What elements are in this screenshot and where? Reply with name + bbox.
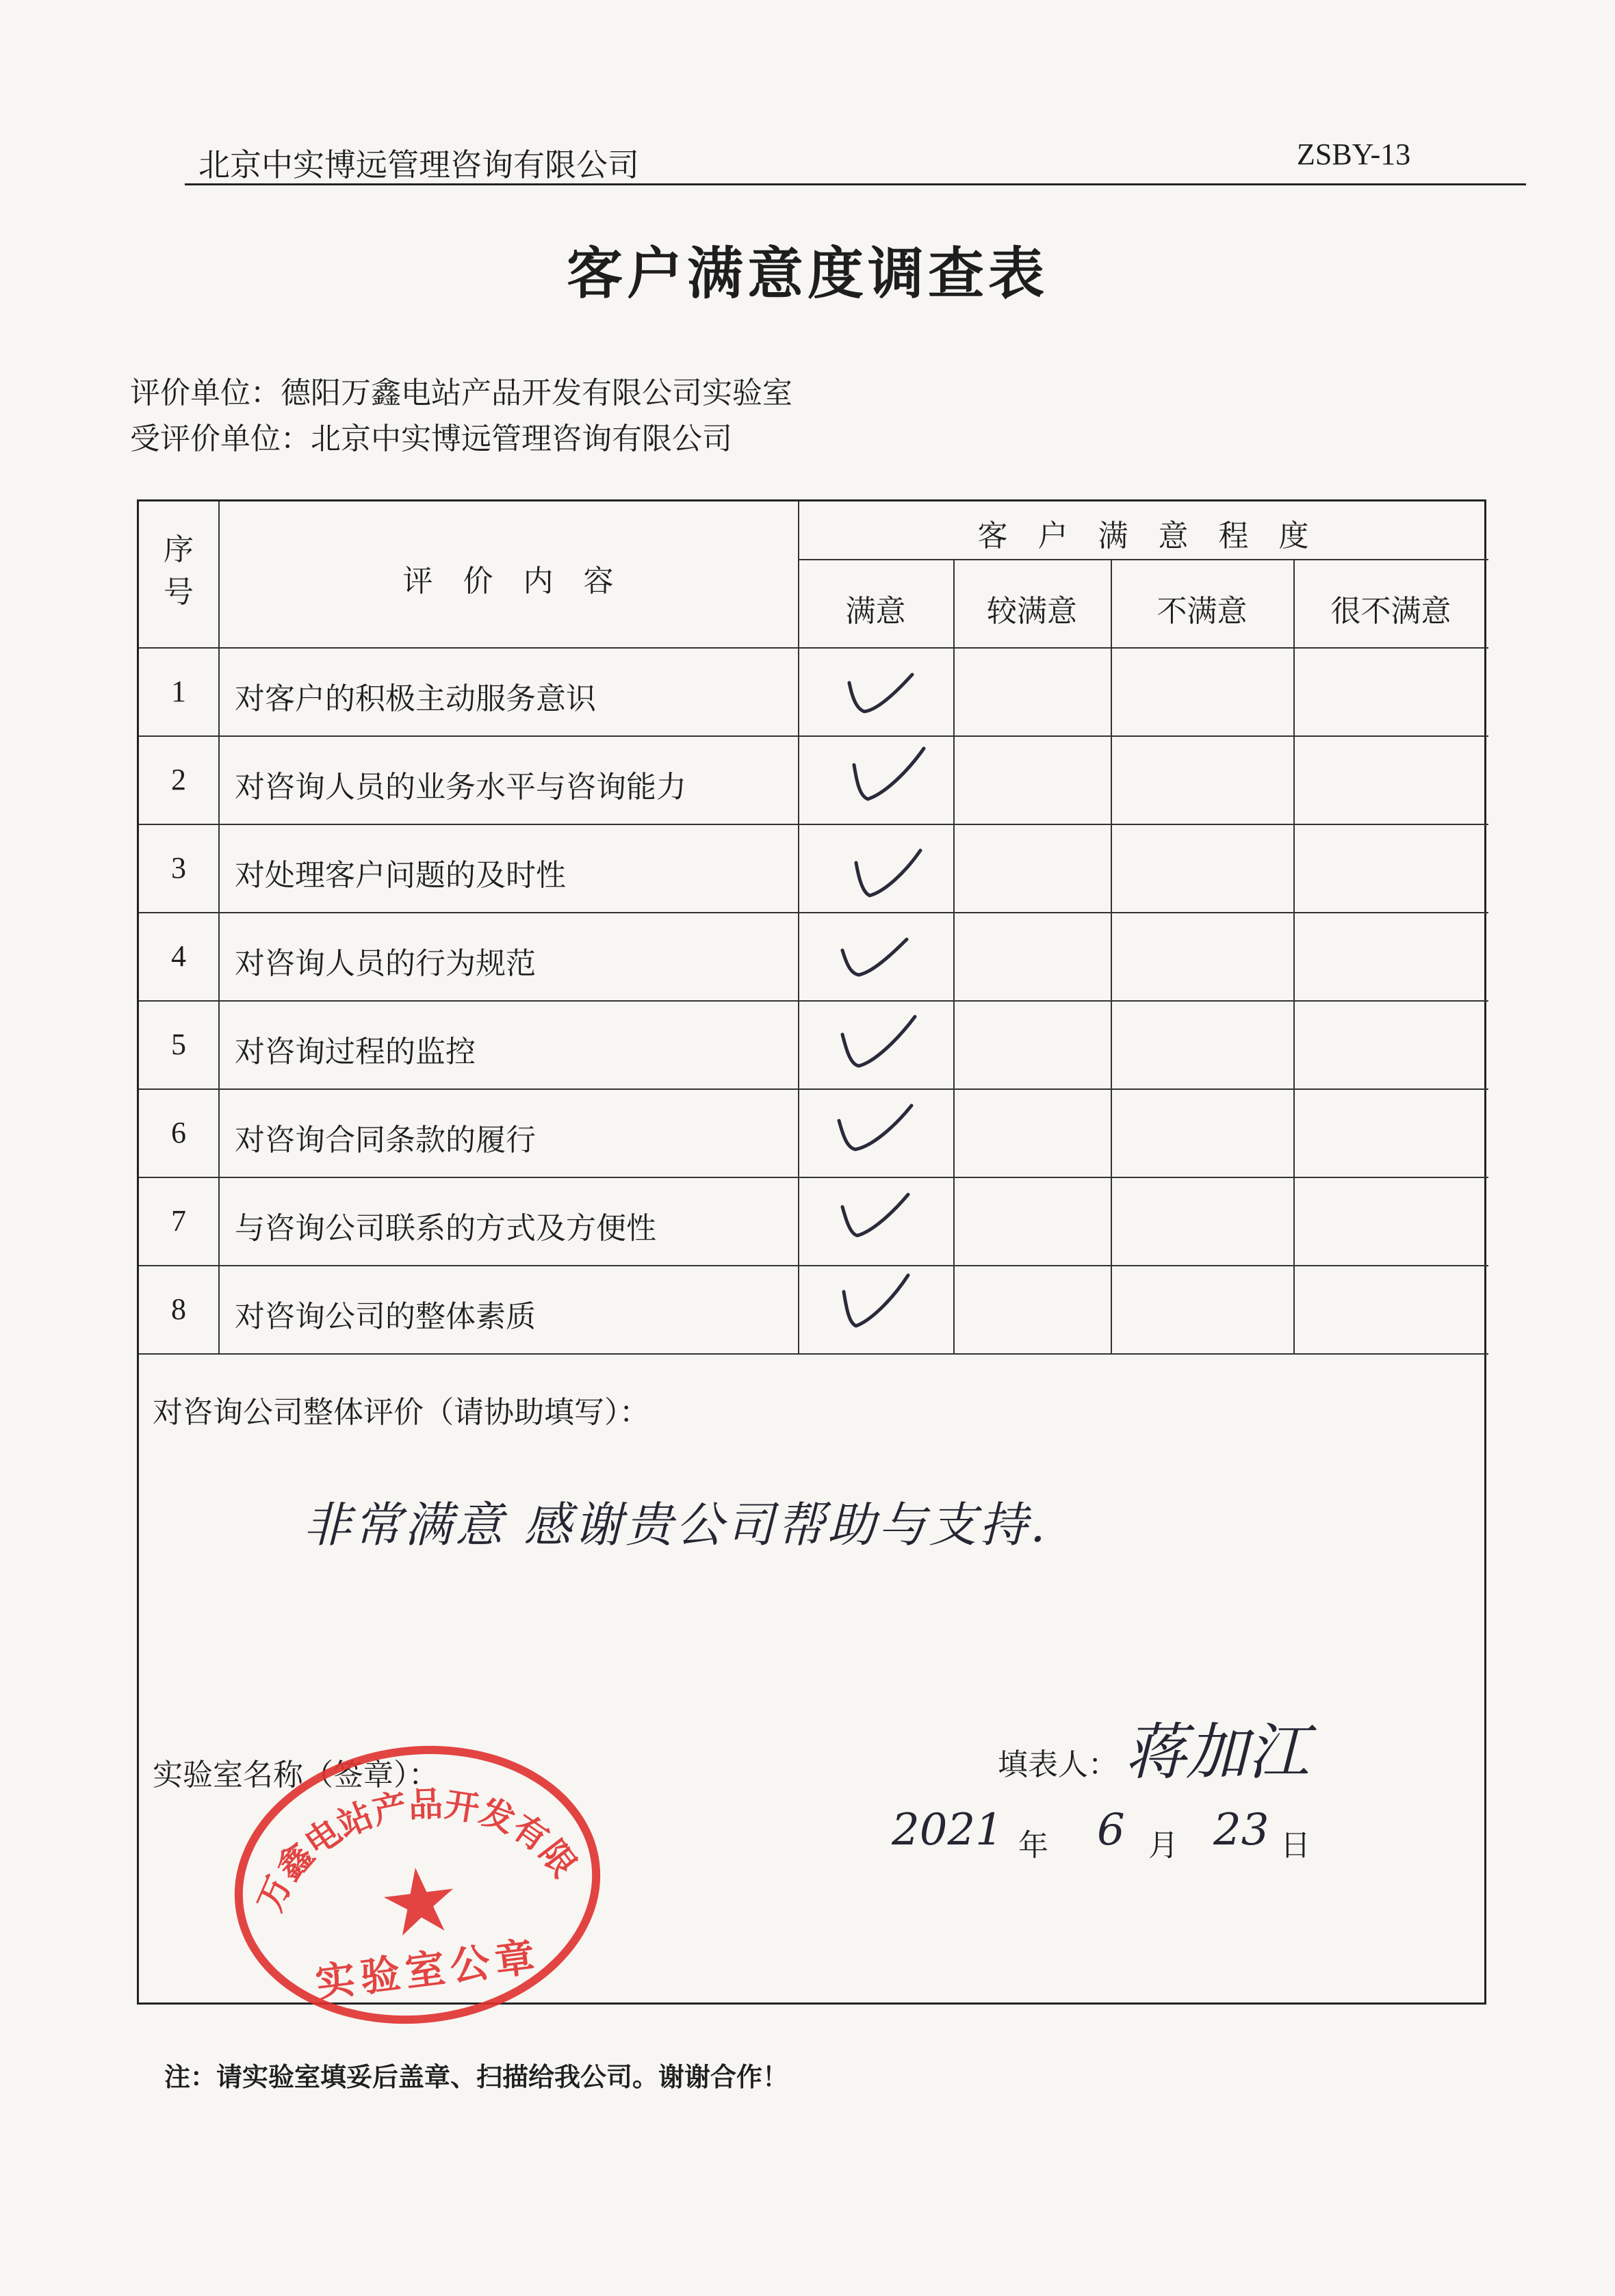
date-day: 23	[1213, 1805, 1269, 1855]
row-divider	[139, 735, 1488, 737]
date-day-label: 日	[1280, 1828, 1310, 1863]
filler-signature: 蒋加江	[1124, 1717, 1309, 1788]
row-divider	[139, 912, 1488, 913]
check-mark-icon	[834, 1100, 916, 1162]
header-bottom-rule	[139, 647, 1488, 649]
seal-star-icon	[380, 1864, 458, 1938]
row-divider	[139, 1265, 1488, 1266]
row-divider	[139, 1088, 1488, 1090]
col-divider	[1293, 559, 1295, 1353]
check-mark-icon	[837, 1011, 919, 1076]
col-divider	[1111, 559, 1112, 1353]
row-number: 1	[171, 675, 186, 708]
row-divider	[139, 1177, 1488, 1178]
row-divider	[139, 1000, 1488, 1002]
row-number: 6	[171, 1116, 186, 1149]
satisfaction-group-header: 客 户 满 意 程 度	[977, 519, 1309, 553]
row-item: 对处理客户问题的及时性	[235, 858, 566, 893]
row-item: 与咨询公司联系的方式及方便性	[235, 1211, 656, 1246]
row-item: 对咨询合同条款的履行	[235, 1123, 536, 1158]
footer-note: 注：请实验室填妥后盖章、扫描给我公司。谢谢合作！	[164, 2062, 789, 2092]
rating-header: 不满意	[1157, 594, 1248, 629]
col-divider	[218, 501, 220, 1353]
row-number: 5	[171, 1028, 186, 1061]
seal-arc-text: 德阳万鑫电站产品开发有限公司	[250, 1784, 584, 1918]
check-mark-icon	[837, 932, 912, 987]
row-item: 对咨询人员的业务水平与咨询能力	[235, 770, 686, 805]
date-year-label: 年	[1018, 1828, 1048, 1863]
row-item: 对咨询公司的整体素质	[235, 1299, 536, 1334]
row-number: 3	[171, 851, 186, 885]
col-divider	[953, 559, 955, 1353]
seal-bottom-text: 实验室公章	[313, 1933, 543, 2007]
form-title: 客户满意度调查表	[566, 242, 1048, 306]
evaluator-label: 评价单位：	[130, 376, 281, 410]
filler-label: 填表人：	[998, 1747, 1118, 1782]
evaluated-line	[130, 414, 732, 458]
company-header: 北京中实博远管理咨询有限公司	[198, 146, 639, 183]
row-number: 4	[171, 939, 186, 973]
row-number: 2	[171, 763, 186, 796]
overall-evaluation-label: 对咨询公司整体评价（请协助填写）：	[153, 1395, 649, 1430]
official-seal-stamp	[226, 1734, 609, 2035]
header-rule	[185, 183, 1526, 185]
seq-header: 序号	[164, 532, 194, 610]
row-item: 对咨询过程的监控	[235, 1034, 476, 1069]
date-year: 2021	[892, 1805, 1003, 1855]
evaluator-value: 德阳万鑫电站产品开发有限公司实验室	[281, 376, 792, 410]
lab-name-sign-label: 实验室名称（签章）：	[153, 1758, 439, 1792]
row-number: 7	[171, 1204, 186, 1238]
check-mark-icon	[837, 1271, 912, 1336]
rating-header: 满意	[845, 594, 906, 629]
rating-header: 较满意	[987, 594, 1077, 629]
evaluated-label: 受评价单位：	[130, 421, 311, 456]
row-divider	[139, 824, 1488, 825]
rating-header: 很不满意	[1330, 594, 1451, 629]
date-month: 6	[1097, 1805, 1125, 1855]
check-mark-icon	[844, 669, 919, 724]
check-mark-icon	[847, 744, 929, 809]
row-item: 对客户的积极主动服务意识	[235, 681, 596, 716]
document-code: ZSBY-13	[1297, 138, 1411, 171]
evaluated-value: 北京中实博远管理咨询有限公司	[311, 421, 732, 456]
check-mark-icon	[851, 844, 926, 905]
row-item: 对咨询人员的行为规范	[235, 946, 536, 981]
content-header: 评 价 内 容	[402, 564, 614, 599]
check-mark-icon	[837, 1189, 912, 1247]
overall-evaluation-comment: 非常满意 感谢贵公司帮助与支持.	[303, 1497, 1048, 1553]
row-divider	[139, 1353, 1488, 1355]
evaluator-line	[130, 368, 792, 412]
row-number: 8	[171, 1292, 186, 1326]
rating-group-divider	[798, 559, 1488, 560]
date-month-label: 月	[1148, 1828, 1178, 1863]
